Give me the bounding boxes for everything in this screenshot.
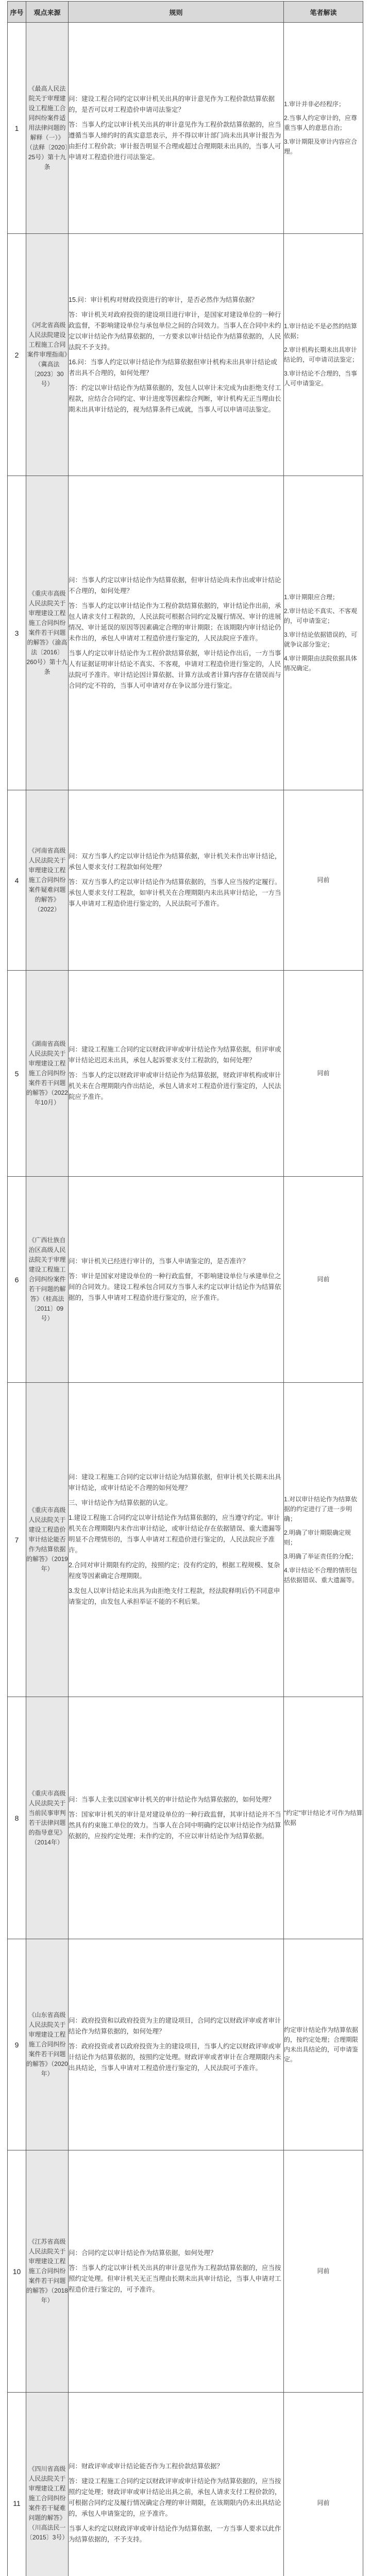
source-cell: 《山东省高级人民法院关于审理建设工程施工合同纠纷案件若干问题的解答》（2020年） [26, 1939, 69, 2150]
rule-cell [69, 1697, 284, 1939]
source-cell: 《重庆市高级人民法院关于建设工程造价审计结论能否作为结算依据的解答》（2019年） [26, 1383, 69, 1697]
note-cell [284, 2393, 363, 2576]
rule-paragraph: 问：政府投资和以政府投资为主的建设项目，合同约定以财政评审或者审计结论作为结算依据的，如何处理？ [69, 2017, 281, 2035]
note-paragraph: 2.审计机构长期未出具审计结论的，可申请司法鉴定； [284, 346, 359, 363]
note-cell [284, 476, 363, 790]
row-number: 9 [8, 1939, 26, 2150]
table-row [8, 1177, 363, 1383]
rule-cell [69, 23, 284, 234]
note-paragraph: 3.审计结论不合理的，当事人可申请鉴定。 [284, 369, 358, 387]
row-number: 1 [8, 23, 26, 234]
table-row [8, 2150, 363, 2393]
rule-cell [69, 234, 284, 476]
rule-paragraph: 问：当事人约定以审计结论作为结算依据，但审计结论尚未作出或审计结论不合理的，如何处理？ [69, 576, 281, 595]
note-cell [284, 2150, 363, 2393]
rule-paragraph: 问：当事人主张以国家审计机关的审计结论作为结算依据的，如何处理？ [69, 1795, 275, 1803]
rule-paragraph: 答：国家审计机关的审计是对建设单位的一种行政监督，其审计结论并不当然具有约束施工单位的效力。当事人在合同中明确约定以审计结论作为结算依据的，应按约定处理；未作约定的，不应以审计结论作为结算依据。 [69, 1810, 281, 1840]
note-paragraph: 4.审计期限由法院依据具体情况确定。 [284, 655, 358, 672]
row-number: 10 [8, 2150, 26, 2393]
rule-paragraph: 答：当事人约定以审计结论作为工程价款结算依据的，审计结论作出前，承包人请求支付工程款的，人民法院可根据合同约定及履行情况、审计的进展情况、审计延误的原因等因素确定合理的审计期限；在该期限内审计结论仍未作出的，承包人申请对工程造价进行鉴定的，人民法院应予准许。 [69, 602, 281, 642]
rule-paragraph: 问：建设工程施工合同约定以财政评审或审计结论作为结算依据，但评审或审计结论迟迟未出具，承包人起诉要求支付工程款的，如何处理？ [69, 1046, 281, 1064]
rule-paragraph: 答：当事人约定以财政评审或审计结论作为结算依据，财政评审机构或审计机关未在合理期限内作出结论，承包人请求对工程造价进行鉴定的，人民法院应予准许。 [69, 1072, 281, 1100]
table-row [8, 1697, 363, 1939]
rule-paragraph: 1.建设工程施工合同约定以审计结论作为结算依据的，应当遵守约定。审计机关在合理期限内未作出审计结论，或审计结论存在依据错误、重大遗漏等明显不合理情形的，当事人申请对工程造价进行鉴定的，人民法院应予准许。 [69, 1514, 281, 1554]
note-cell [284, 790, 363, 971]
source-cell: 《湖南省高级人民法院关于审理建设工程施工合同纠纷案件若干问题的解答》（2022年10月） [26, 971, 69, 1177]
note-cell [284, 1383, 363, 1697]
rule-paragraph: 答：双方当事人约定以审计结论作为结算依据的，当事人应当按约定履行。承包人要求支付工程款，如审计机关在合理期限内未出具审计结论，一方当事人申请对工程造价进行鉴定的，人民法院可予准许。 [69, 878, 281, 907]
table-row [8, 476, 363, 790]
note-paragraph: 约定审计结论作为结算依据的，按约定处理；合理期限内未出具结论的，可申请鉴定。 [284, 2026, 359, 2063]
note-paragraph: 同前 [317, 2267, 330, 2275]
note-paragraph: 同前 [317, 2499, 330, 2506]
row-number: 7 [8, 1383, 26, 1697]
rule-cell [69, 1383, 284, 1697]
note-cell [284, 1939, 363, 2150]
note-paragraph: 1.审计期限应合理； [284, 594, 339, 601]
note-paragraph: 3.审计期限及审计内容应合理。 [284, 138, 358, 155]
header-note: 笔者解读 [284, 2, 363, 23]
source-cell: 《河北省高级人民法院建设工程施工合同案件审理指南》（冀高法〔2023〕30号） [26, 234, 69, 476]
rule-paragraph: 16.问：当事人约定以审计结论作为结算依据但审计机构未出具审计结论或者出具不合理的，如何处理？ [69, 358, 277, 377]
rule-paragraph: 3.发包人以审计结论未出具为由拒绝支付工程款，经法院释明后仍不同意申请鉴定的，由发包人承担举证不能的不利后果。 [69, 1587, 280, 1605]
note-paragraph: 同前 [317, 1070, 330, 1077]
note-paragraph: 4.审计结论不合理的情形包括依据错误、重大遗漏等。 [284, 1566, 359, 1584]
rule-paragraph: 答：审计机关对政府投资的建设项目进行审计，是国家对建设单位的一种行政监督，不影响建设单位与承包单位之间的合同效力。当事人在合同中未约定以审计结论作为结算依据的，一方要求以审计结论作为结算依据的，人民法院不予支持。 [69, 311, 281, 351]
rule-cell [69, 1177, 284, 1383]
note-paragraph: 同前 [317, 1276, 330, 1283]
rule-paragraph: 当事人未约定以财政评审或审计结论作为结算依据，一方当事人要求以此作为结算依据的，不予支持。 [69, 2525, 281, 2543]
table-row [8, 23, 363, 234]
note-paragraph: 1.对以审计结论作为结算依据的约定进行了进一步明确； [284, 1495, 358, 1522]
table-body [8, 23, 363, 2576]
note-paragraph: 3.明确了举证责任的分配； [284, 1552, 358, 1560]
source-cell: 《重庆市高级人民法院关于当前民事审判若干法律问题的指导意见》（2014年） [26, 1697, 69, 1939]
source-cell: 《江苏省高级人民法院关于审理建设工程施工合同纠纷案件若干问题的解答》（2018年） [26, 2150, 69, 2393]
note-paragraph: "约定"审计结论才可作为结算依据 [284, 1809, 363, 1826]
note-paragraph: 3.审计结论依据错误的，可就争议部分鉴定； [284, 631, 358, 648]
rule-paragraph: 问：双方当事人约定以审计结论作为结算依据，审计机关未作出审计结论，承包人要求支付工程款如何处理？ [69, 853, 281, 871]
rule-cell [69, 476, 284, 790]
row-number: 11 [8, 2393, 26, 2576]
rule-paragraph: 答：政府投资或者以政府投资为主的建设项目，当事人约定以财政评审或审计结论作为结算依据的，按照约定处理。财政评审或者审计在合理期限内未出具结论，当事人申请对工程造价进行鉴定的，人民法院可予准许。 [69, 2043, 281, 2072]
row-number: 6 [8, 1177, 26, 1383]
rule-paragraph: 答：审计是国家对建设单位的一种行政监督，不影响建设单位与承建单位之间的合同效力。建设工程承包合同双方当事人未约定以审计结论作为结算依据的，当事人申请对工程造价进行鉴定的，应予准许。 [69, 1272, 281, 1301]
table-header-row [8, 2, 363, 23]
source-cell: 《最高人民法院关于审理建设工程施工合同纠纷案件适用法律问题的解释（一）》（法释〔2020〕25号）第十九条 [26, 23, 69, 234]
header-source: 观点来源 [26, 2, 69, 23]
row-number: 5 [8, 971, 26, 1177]
note-cell [284, 1697, 363, 1939]
rule-paragraph: 问：合同约定以审计结论作为结算依据，如何处理？ [69, 2249, 217, 2257]
rule-paragraph: 当事人约定以审计结论作为工程价款结算依据，审计结论作出后，一方当事人有证据证明审计结论不真实、不客观，申请对工程造价进行鉴定的，人民法院可予准许。审计结论因计算依据、计算方法或者计算内容存在错误而与合同约定不符的，当事人可申请对存在争议部分进行鉴定。 [69, 649, 281, 689]
note-paragraph: 2.明确了审计期限确定规则； [284, 1529, 351, 1546]
note-paragraph: 2.当事人约定审计的，应尊重当事人的意思自治； [284, 114, 358, 131]
table-row [8, 1939, 363, 2150]
rule-paragraph: 2.合同对审计期限有约定的，按照约定；没有约定的，根据工程规模、复杂程度等因素确定合理期限。 [69, 1562, 280, 1580]
note-paragraph: 1.审计并非必经程序； [284, 100, 345, 108]
table-row [8, 234, 363, 476]
row-number: 3 [8, 476, 26, 790]
header-no: 序号 [8, 2, 26, 23]
row-number: 8 [8, 1697, 26, 1939]
table-row [8, 971, 363, 1177]
note-paragraph: 2.审计结论不真实、不客观的，可申请鉴定； [284, 607, 358, 624]
rule-cell [69, 790, 284, 971]
rule-paragraph: 答：建设工程施工合同约定以财政评审或审计结论作为结算依据的，应当按照约定处理；财政评审或审计结论出具之前，承包人请求支付工程价款的，可根据合同约定及履行情况确定合理的审计期限，在该期限内仍未出具结论的，承包人申请鉴定的，应予准许。 [69, 2478, 281, 2517]
note-paragraph: 1.审计结论不是必然的结算依据； [284, 322, 358, 340]
note-cell [284, 971, 363, 1177]
rule-paragraph: 答：约定以审计结论作为结算依据的，发包人以审计未完成为由拒绝支付工程款，应结合合同约定、审计进度等因素综合判断，审计机构无正当理由长期未出具审计结论的，视为结算条件已成就，当事人可以申请司法鉴定。 [69, 384, 281, 413]
table-row [8, 2393, 363, 2576]
table-row [8, 790, 363, 971]
rule-paragraph: 问：建设工程施工合同约定以审计结论为结算依据，但审计机关长期未出具审计结论，或审计结论不合理的如何处理？ [69, 1473, 281, 1492]
rules-table [7, 1, 363, 2576]
note-cell [284, 23, 363, 234]
source-cell: 《广西壮族自治区高级人民法院关于审理建设工程施工合同纠纷案件若干问题的解答》（桂高法〔2011〕09号） [26, 1177, 69, 1383]
rule-paragraph: 问：建设工程合同约定以审计机关出具的审计意见作为工程价款结算依据的，是否可以对工程造价申请司法鉴定？ [69, 95, 275, 113]
note-cell [284, 234, 363, 476]
rule-paragraph: 问：审计机关已经进行审计的，当事人申请鉴定的，是否准许？ [69, 1257, 249, 1265]
note-paragraph: 同前 [317, 876, 330, 884]
rule-cell [69, 971, 284, 1177]
rule-paragraph: 问：财政评审或审计结论能否作为工程价款结算依据？ [69, 2463, 224, 2470]
row-number: 2 [8, 234, 26, 476]
rule-paragraph: 答：当事人约定以审计机关出具的审计意见作为工程款结算依据的，应当按照约定处理。但审计机关无正当理由长期未出具审计结论，当事人申请对工程造价进行鉴定的，可予准许。 [69, 2264, 281, 2293]
rule-cell [69, 1939, 284, 2150]
source-cell: 《河南省高级人民法院关于审理建设工程施工合同纠纷案件疑难问题的解答》（2022） [26, 790, 69, 971]
source-cell: 《四川省高级人民法院关于审理建设工程施工合同纠纷案件若干疑难问题的解答》（川高法民一〔2015〕3号） [26, 2393, 69, 2576]
rule-paragraph: 三、审计结论作为结算依据的认定。 [69, 1499, 172, 1506]
table-row [8, 1383, 363, 1697]
rule-cell [69, 2393, 284, 2576]
row-number: 4 [8, 790, 26, 971]
note-cell [284, 1177, 363, 1383]
header-rule: 规则 [69, 2, 284, 23]
rule-cell [69, 2150, 284, 2393]
rule-paragraph: 15.问：审计机构对财政投资进行的审计，是否必然作为结算依据？ [69, 296, 258, 303]
rule-paragraph: 答：当事人约定以审计机关出具的审计意见作为工程价款结算依据的，应当遵循当事人缔约时的真实意思表示，并不得以审计部门尚未出具审计报告为由拒付工程价款；审计报告明显不合理或超过合理期限未出具的，当事人可申请对工程造价进行司法鉴定。 [69, 121, 281, 161]
source-cell: 《重庆市高级人民法院关于审理建设工程施工合同纠纷案件若干问题的解答》（渝高法〔2016〕260号）第十九条 [26, 476, 69, 790]
